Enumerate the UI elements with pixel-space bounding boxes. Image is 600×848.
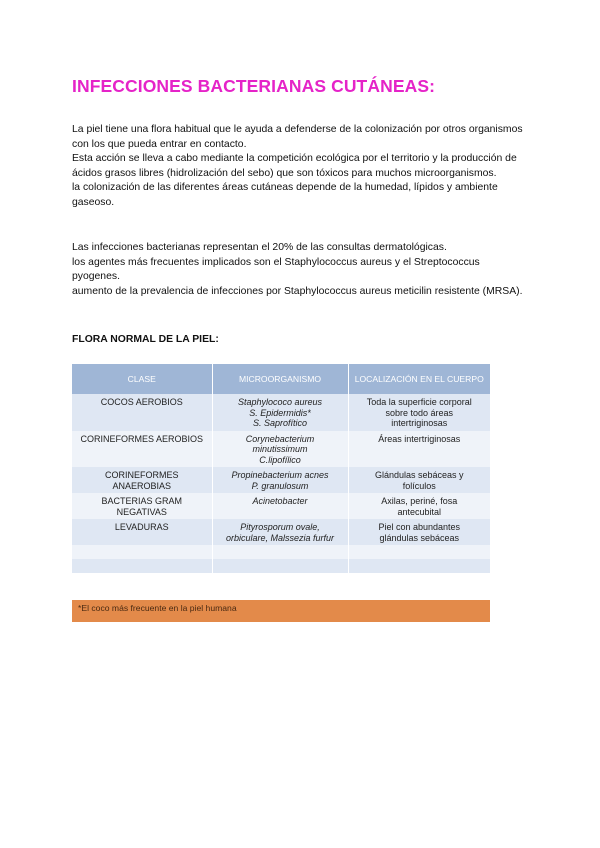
epidemiology-line-3: aumento de la prevalencia de infecciones por Staphylococcus aureus meticilin resistente (MRSA). [72, 285, 523, 297]
empty-cell [212, 545, 348, 559]
cell-microorganismo [212, 394, 348, 431]
microorganismo-line: Acinetobacter [252, 496, 308, 506]
cell-microorganismo [212, 493, 348, 519]
table-header-row [72, 364, 490, 394]
table-row [72, 493, 490, 519]
table-row [72, 431, 490, 468]
table-row [72, 467, 490, 493]
localizacion-line: Axilas, periné, fosa [381, 496, 458, 506]
microorganismo-line: orbiculare, Malssezia furfur [225, 532, 335, 543]
localizacion-line: Toda la superficie corporal [366, 397, 472, 407]
cell-localizacion [348, 467, 490, 493]
cell-microorganismo [212, 431, 348, 468]
microorganismo-line: Corynebacterium [245, 433, 315, 444]
table-body [72, 394, 490, 573]
flora-table [72, 364, 490, 573]
footnote: *El coco más frecuente en la piel humana [72, 600, 490, 622]
page-title: INFECCIONES BACTERIANAS CUTÁNEAS: [72, 76, 436, 96]
empty-table-row [72, 545, 490, 559]
microorganismo-line: P. granulosum [251, 480, 309, 491]
intro-line-3: la colonización de las diferentes áreas cutáneas depende de la humedad, lípidos y ambiente gaseoso. [72, 182, 498, 208]
localizacion-line: Piel con abundantes [378, 522, 461, 532]
header-clase: CLASE [72, 364, 212, 394]
localizacion-line: sobre todo áreas [385, 407, 454, 418]
table-row [72, 519, 490, 545]
cell-localizacion [348, 394, 490, 431]
microorganismo-line: Pityrosporum ovale, [240, 522, 320, 532]
microorganismo-line: minutissimum [252, 444, 308, 454]
table-row [72, 394, 490, 431]
localizacion-line: Áreas intertriginosas [378, 433, 461, 444]
microorganismo-line: S. Saprofítico [252, 418, 308, 428]
section-subtitle: FLORA NORMAL DE LA PIEL: [72, 334, 219, 345]
header-localizacion: LOCALIZACIÓN EN EL CUERPO [348, 364, 490, 394]
empty-cell [348, 559, 490, 573]
cell-microorganismo [212, 467, 348, 493]
cell-clase: BACTERIAS GRAM NEGATIVAS [72, 493, 212, 519]
empty-cell [72, 545, 212, 559]
cell-clase: CORINEFORMES AEROBIOS [72, 431, 212, 468]
microorganismo-line: C.lipofílico [259, 454, 301, 465]
microorganismo-line: Staphylococo aureus [237, 397, 323, 407]
cell-localizacion [348, 519, 490, 545]
localizacion-line: Glándulas sebáceas y [374, 470, 464, 480]
intro-paragraph [72, 123, 528, 211]
cell-clase: LEVADURAS [72, 519, 212, 545]
cell-localizacion [348, 493, 490, 519]
cell-clase: COCOS AEROBIOS [72, 394, 212, 431]
empty-cell [348, 545, 490, 559]
empty-cell [212, 559, 348, 573]
localizacion-line: folículos [402, 480, 436, 491]
microorganismo-line: Propinebacterium acnes [231, 470, 329, 480]
header-microorganismo: MICROORGANISMO [212, 364, 348, 394]
cell-clase: CORINEFORMES ANAEROBIAS [72, 467, 212, 493]
localizacion-line: glándulas sebáceas [379, 532, 460, 543]
empty-cell [72, 559, 212, 573]
empty-table-row [72, 559, 490, 573]
intro-line-1: La piel tiene una flora habitual que le ayuda a defenderse de la colonización por otros organismos con los que pueda entrar en contacto. [72, 124, 523, 150]
epidemiology-line-2: los agentes más frecuentes implicados son el Staphylococcus aureus y el Streptococcus pyogenes. [72, 256, 480, 283]
cell-microorganismo [212, 519, 348, 545]
epidemiology-paragraph [72, 241, 528, 299]
localizacion-line: antecubital [397, 506, 442, 517]
intro-line-2: Esta acción se lleva a cabo mediante la competición ecológica por el territorio y la producción de ácidos grasos libres (hidrolización del sebo) que son tóxicos para muchos microorganismos. [72, 153, 517, 179]
localizacion-line: intertriginosas [391, 418, 448, 428]
epidemiology-line-1: Las infecciones bacterianas representan el 20% de las consultas dermatológicas. [72, 242, 447, 253]
cell-localizacion [348, 431, 490, 468]
microorganismo-line: S. Epidermidis* [249, 407, 311, 418]
